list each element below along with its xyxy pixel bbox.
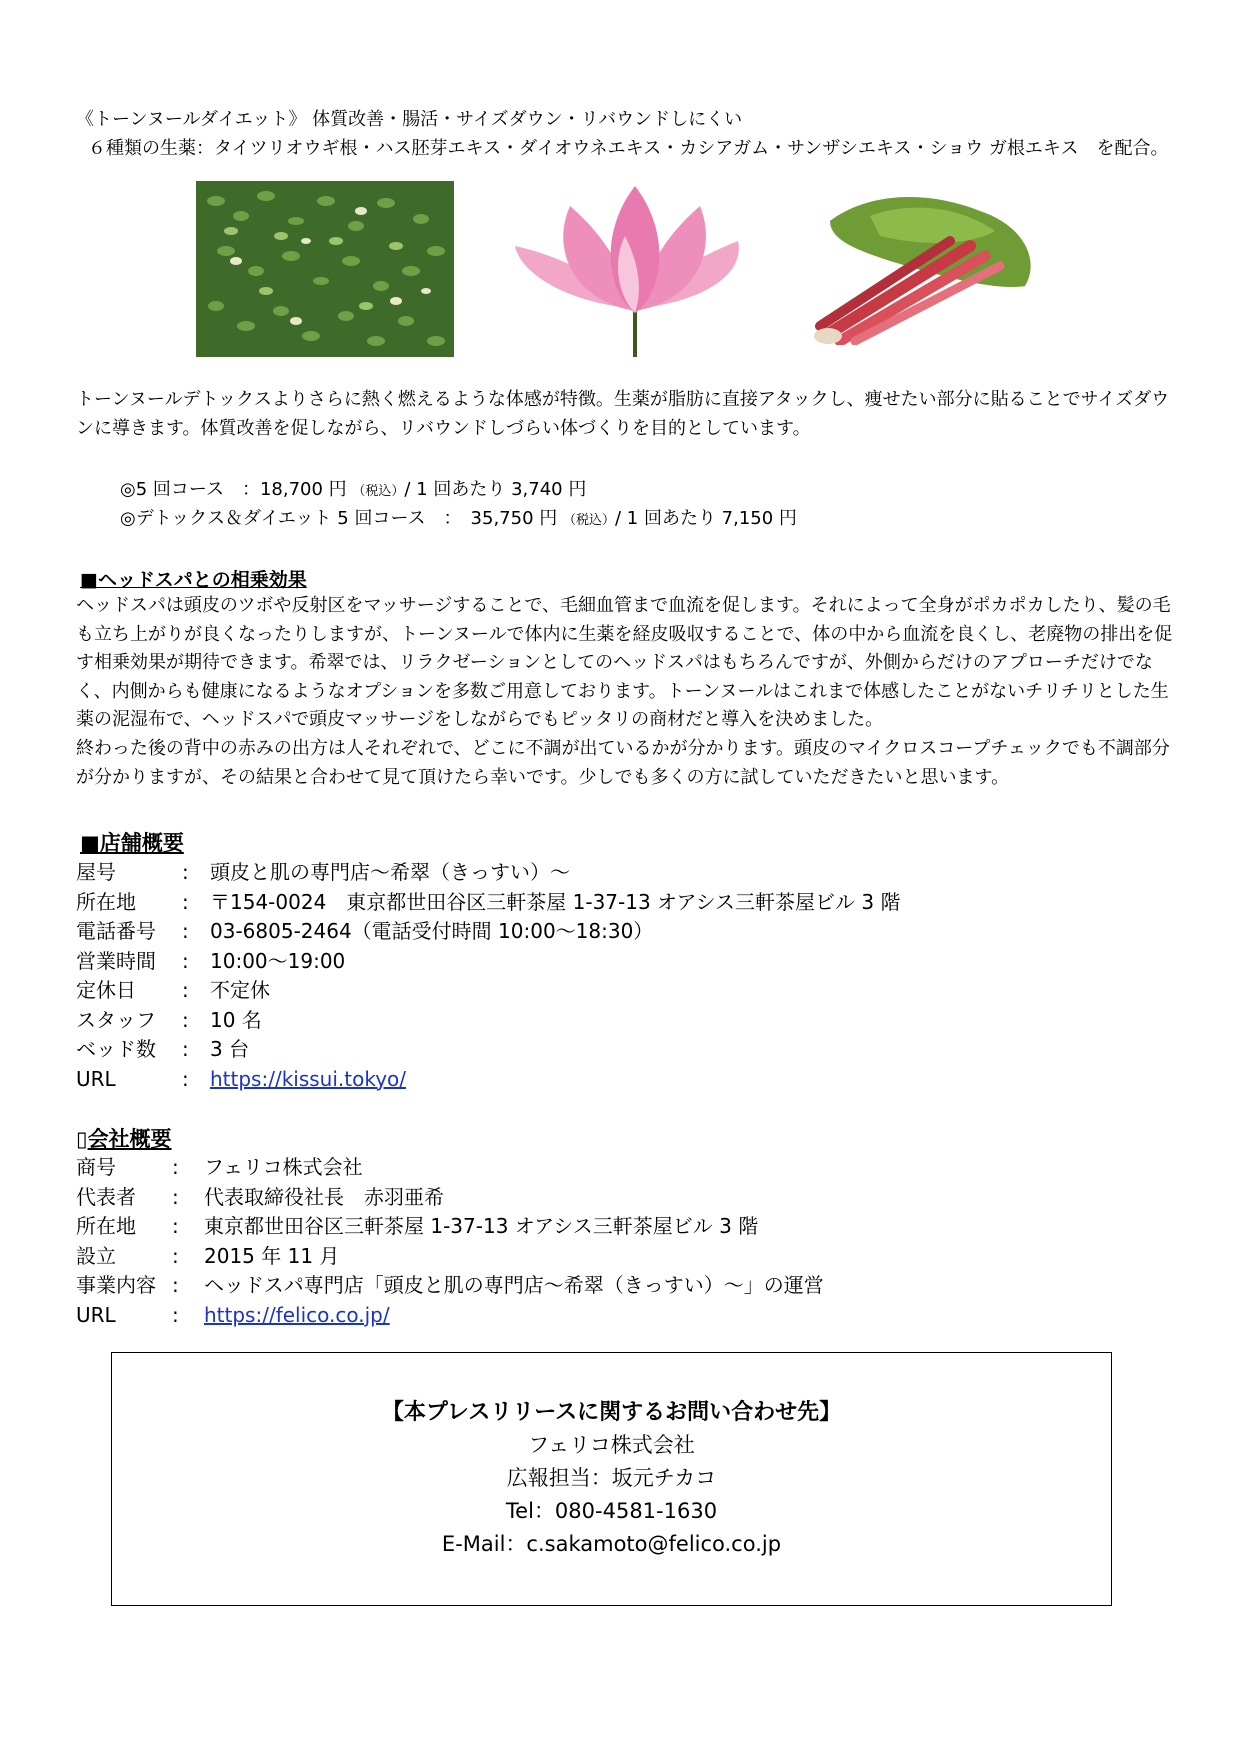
store-separator: : <box>182 1007 189 1032</box>
synergy-heading: ■ヘッドスパとの相乗効果 <box>80 569 307 591</box>
company-value: ヘッドスパ専門店「頭皮と肌の専門店～希翠（きっすい）～」の運営 <box>204 1273 824 1297</box>
company-value: フェリコ株式会社 <box>204 1155 363 1179</box>
contact-title: 【本プレスリリースに関するお問い合わせ先】 <box>381 1400 842 1425</box>
company-label: 商号 <box>76 1155 116 1179</box>
store-separator: : <box>182 1066 189 1091</box>
company-row <box>76 1242 340 1271</box>
company-row <box>76 1183 444 1212</box>
company-separator: : <box>172 1273 179 1297</box>
rhubarb-photo <box>810 191 1042 345</box>
company-separator: : <box>172 1243 179 1268</box>
store-value: 頭皮と肌の専門店～希翠（きっすい）～ <box>210 860 570 884</box>
course-2-per: / 1 回あたり 7,150 円 <box>614 508 797 529</box>
company-row <box>76 1271 824 1300</box>
course-1-price: ◎5 回コース ：18,700 円 <box>120 479 353 500</box>
store-row <box>76 917 654 946</box>
company-row <box>76 1301 390 1330</box>
course-2-tax: （税込） <box>562 513 615 528</box>
store-row <box>76 947 346 976</box>
course-2-price: ◎デトックス＆ダイエット 5 回コース ： 35,750 円 <box>120 508 563 529</box>
store-label: 定休日 <box>76 978 136 1002</box>
contact-box <box>111 1352 1112 1606</box>
company-value: 代表取締役社長 赤羽亜希 <box>204 1184 444 1209</box>
store-label: 屋号 <box>76 860 116 884</box>
contact-company: フェリコ株式会社 <box>528 1433 695 1457</box>
store-label: 所在地 <box>76 889 136 914</box>
company-separator: : <box>172 1214 179 1238</box>
store-row <box>76 1006 262 1035</box>
company-row <box>76 1153 363 1182</box>
store-heading: ■店舗概要 <box>80 831 184 855</box>
store-separator: : <box>182 948 189 973</box>
course-2 <box>120 506 797 534</box>
company-value: 2015 年 11 月 <box>204 1243 340 1268</box>
company-value: 東京都世田谷区三軒茶屋 1-37-13 オアシス三軒茶屋ビル 3 階 <box>204 1214 759 1238</box>
store-label: 電話番号 <box>76 919 156 943</box>
product-title-line: 《トーンヌールダイエット》 体質改善・腸活・サイズダウン・リバウンドしにくい <box>76 109 743 130</box>
course-1-per: / 1 回あたり 3,740 円 <box>404 479 587 500</box>
lotus-flower-photo <box>500 181 746 357</box>
store-row <box>76 1065 407 1094</box>
company-url-link[interactable]: https://felico.co.jp/ <box>204 1302 390 1327</box>
contact-tel: Tel：080-4581-1630 <box>505 1499 718 1523</box>
herbs-line: ６種類の生薬：タイツリオウギ根・ハス胚芽エキス・ダイオウネエキス・カシアガム・サンザシエキス・ショウ ガ根エキス を配合。 <box>88 138 1169 159</box>
company-heading-mark: ▯ <box>76 1127 88 1151</box>
store-separator: : <box>182 978 189 1002</box>
astragalus-leaves-photo <box>196 181 454 357</box>
course-1-tax: （税込） <box>352 484 405 499</box>
store-value: 不定休 <box>210 978 270 1002</box>
store-label: スタッフ <box>76 1007 156 1032</box>
company-label: URL <box>76 1302 116 1327</box>
synergy-paragraph-1: ヘッドスパは頭皮のツボや反射区をマッサージすることで、毛細血管まで血流を促します。それによって全身がポカポカしたり、髪の毛も立ち上がりが良くなったりしますが、トーンヌールで体内に生薬を経皮吸収することで、体の中から血流を良くし、老廃物の排出を促す相乗効果が期待できます。希翠では、リラクゼーションとしてのヘッドスパはもちろんですが、外側からだけのアプローチだけでなく、内側からも健康になるようなオプションを多数ご用意しております。トーンヌールはこれまで体感したことがないチリチリとした生薬の泥湿布で、ヘッドスパで頭皮マッサージをしながらでもピッタリの商材だと導入を決めました。 <box>76 595 1173 730</box>
store-row <box>76 888 901 917</box>
synergy-paragraph-2: 終わった後の背中の赤みの出方は人それぞれで、どこに不調が出ているかが分かります。頭皮のマイクロスコープチェックでも不調部分が分かりますが、その結果と合わせて見て頂けたら幸いです。少しでも多くの方に試していただきたいと思います。 <box>76 738 1170 788</box>
company-label: 事業内容 <box>76 1273 156 1297</box>
company-label: 代表者 <box>76 1184 136 1209</box>
company-separator: : <box>172 1155 179 1179</box>
store-row <box>76 976 270 1005</box>
store-value: 3 台 <box>210 1037 250 1061</box>
store-value: 10 名 <box>210 1007 262 1032</box>
contact-person: 広報担当：坂元チカコ <box>506 1466 717 1490</box>
store-url-link[interactable]: https://kissui.tokyo/ <box>210 1066 407 1091</box>
store-label: 営業時間 <box>76 948 156 973</box>
store-row <box>76 1035 250 1064</box>
company-separator: : <box>172 1302 179 1327</box>
store-row <box>76 858 570 887</box>
company-label: 所在地 <box>76 1214 136 1238</box>
store-separator: : <box>182 1037 189 1061</box>
description-paragraph: トーンヌールデトックスよりさらに熱く燃えるような体感が特徴。生薬が脂肪に直接アタックし、痩せたい部分に貼ることでサイズダウンに導きます。体質改善を促しながら、リバウンドしづらい体づくりを目的としています。 <box>76 389 1170 439</box>
store-value: 10:00～19:00 <box>210 948 346 973</box>
store-value: 〒154-0024 東京都世田谷区三軒茶屋 1-37-13 オアシス三軒茶屋ビル 3 階 <box>210 889 901 914</box>
store-separator: : <box>182 919 189 943</box>
store-value: 03-6805-2464（電話受付時間 10:00～18:30） <box>210 919 654 943</box>
contact-email: E-Mail：c.sakamoto@felico.co.jp <box>441 1532 782 1556</box>
course-1 <box>120 477 586 505</box>
company-heading: ▯会社概要 <box>76 1127 172 1151</box>
store-separator: : <box>182 860 189 884</box>
company-label: 設立 <box>76 1243 116 1268</box>
company-row <box>76 1212 759 1241</box>
store-separator: : <box>182 889 189 914</box>
company-separator: : <box>172 1184 179 1209</box>
store-label: ベッド数 <box>76 1037 156 1061</box>
store-label: URL <box>76 1066 116 1091</box>
